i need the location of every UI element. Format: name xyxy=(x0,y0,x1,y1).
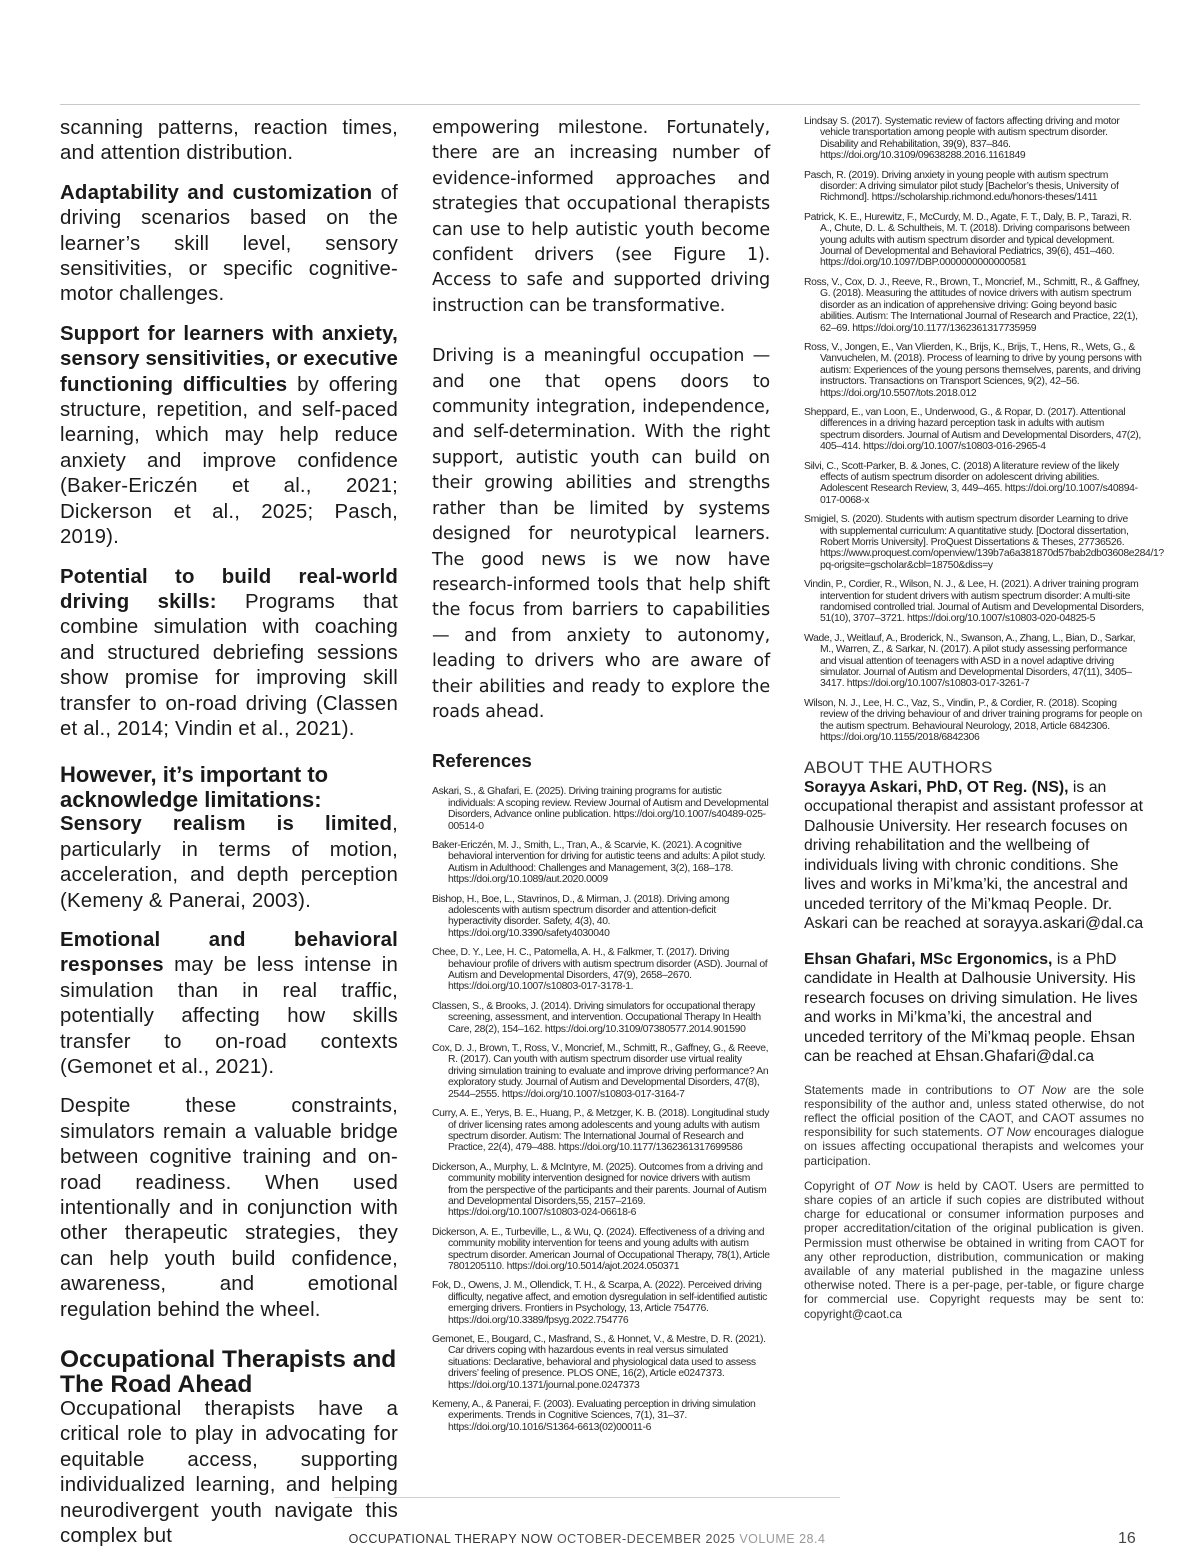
author-name: Ehsan Ghafari, MSc Ergonomics, xyxy=(804,950,1053,968)
reference-item: Ross, V., Cox, D. J., Reeve, R., Brown, T., Moncrief, M., Schmitt, R., & Gaffney, G. (2018). Measuring the attitudes of novice drivers with autism spectrum disorder as an indication of apprehensive driving: Going beyond basic abilities. Autism: The International Journal of Research and Practice, 22(1), 62–69. https://doi.org/10.1177/1362361317735959 xyxy=(804,276,1140,334)
reference-item: Curry, A. E., Yerys, B. E., Huang, P., & Metzger, K. B. (2018). Longitudinal study of driver licensing rates among adolescents and young adults with autism spectrum disorder. Autism: The International Journal of Research and Practice, 22(4), 479–488. https://doi.org/10.1177/1362361317699586 xyxy=(432,1108,770,1154)
reference-item: Silvi, C., Scott-Parker, B. & Jones, C. (2018) A literature review of the likely effects of autism spectrum disorder on adolescent driving abilities. Adolescent Research Review, 3, 449–465. https://doi.org/10.1007/s40894-017-0068-x xyxy=(804,460,1138,506)
copyright-text: Copyright of xyxy=(804,1178,875,1193)
page-number: 16 xyxy=(1118,1530,1136,1547)
author-bio xyxy=(804,950,1144,1067)
column-2 xyxy=(432,116,770,1441)
paragraph xyxy=(60,181,398,308)
author-bio xyxy=(804,778,1144,934)
paragraph-lead: Support for learners with anxiety, sensory sensitivities, or executive functioning difficulties xyxy=(60,322,398,396)
reference-item: Classen, S., & Brooks, J. (2014). Driving simulators for occupational therapy screening, assessment, and intervention. Occupational Therapy In Health Care, 28(2), 154–162. https://doi.org/10.3109/07380577.2014.901590 xyxy=(432,1000,761,1035)
reference-item: Gemonet, E., Bougard, C., Masfrand, S., & Honnet, V., & Mestre, D. R. (2021). Car drivers coping with hazardous events in real versus simulated situations: Declarative, behavioral and physiological data used to assess drivers’ feeling of presence. PLOS ONE, 16(2), Article e0247373. https://doi.org/10.1371/journal.pone.0247373 xyxy=(432,1334,766,1391)
about-authors-heading: ABOUT THE AUTHORS xyxy=(804,757,993,777)
column-3 xyxy=(804,116,1164,1332)
reference-item: Cox, D. J., Brown, T., Ross, V., Moncrief, M., Schmitt, R., Gaffney, G., & Reeve, R. (2017). Can youth with autism spectrum disorder use virtual reality driving simulation training to evaluate and improve driving performance? An exploratory study. Journal of Autism and Developmental Disorders, 47(8), 2544–2555. https://doi.org/10.1007/s10803-017-3164-7 xyxy=(432,1043,769,1100)
reference-item: Wilson, N. J., Lee, H. C., Vaz, S., Vindin, P., & Cordier, R. (2018). Scoping review of the driving behaviour of and driver training programs for people on the autism spectrum. Behavioural Neurology, 2018, Article 6842306. https://doi.org/10.1155/2018/6842306 xyxy=(804,697,1142,744)
paragraph: empowering milestone. Fortunately, there are an increasing number of evidence-informed approaches and strategies that occupational therapists can use to help autistic youth become confident drivers (see Figure 1). Access to safe and supported driving instruction can be transformative. xyxy=(432,118,770,316)
copyright-text: is held by CAOT. Users are permitted to share copies of an article if such copies are distributed without charge for educational or consumer information purposes and proper accreditation/citation of the original publication is given. Permission must otherwise be obtained in writing from CAOT for any other reproduction, distribution, communication or making available of any material published in the magazine unless otherwise noted. There is a per-page, per-table, or figure charge for commercial use. Copyright requests may be sent to: copyright@caot.ca xyxy=(804,1178,1144,1321)
column-1 xyxy=(60,116,398,1564)
reference-item: Wade, J., Weitlauf, A., Broderick, N., Swanson, A., Zhang, L., Bian, D., Sarkar, M., Warren, Z., & Sarkar, N. (2017). A pilot study assessing performance and visual attention of teenagers with ASD in a novel adaptive driving simulator. Journal of Autism and Developmental Disorders, 47(11), 3405–3417. https://doi.org/10.1007/s10803-017-3261-7 xyxy=(804,632,1136,690)
reference-item: Fok, D., Owens, J. M., Ollendick, T. H., & Scarpa, A. (2022). Perceived driving difficulty, negative affect, and emotion dysregulation in self-identified autistic emerging drivers. Frontiers in Psychology, 13, Article 754776. https://doi.org/10.3389/fpsyg.2022.754776 xyxy=(432,1280,768,1326)
paragraph-lead: Adaptability and customization xyxy=(60,181,373,204)
section-heading-road-ahead: Occupational Therapists and The Road Ahead xyxy=(60,1346,397,1399)
paragraph-text: by offering structure, repetition, and self-paced learning, which may help reduce anxiety and improve confidence (Baker-Ericzén et al., 2021; Dickerson et al., 2025; Pasch, 2019). xyxy=(60,373,398,549)
disclaimer-text: Statements made in contributions to xyxy=(804,1082,1018,1097)
copyright-notice xyxy=(804,1179,1144,1321)
section-heading-limitations: However, it’s important to acknowledge limitations: xyxy=(60,762,329,813)
reference-item: Dickerson, A. E., Turbeville, L., & Wu, Q. (2024). Effectiveness of a driving and community mobility intervention for teens and young adults with autism spectrum disorder. American Journal of Occupational Therapy, 78(1), Article 7801205110. https://doi.org/10.5014/ajot.2024.050371 xyxy=(432,1226,770,1272)
paragraph: Driving is a meaningful occupation — and one that opens doors to community integration, independence, and self-determination. With the right support, autistic youth can build on their growing abilities and strengths rather than be limited by systems designed for neurotypical learners. The good news is we now have research-informed tools that help shift the focus from barriers to capabilities — and from anxiety to autonomy, leading to drivers who are aware of their abilities and ready to explore the roads ahead. xyxy=(432,346,770,722)
magazine-name: OT Now xyxy=(1017,1082,1066,1097)
author-name: Sorayya Askari, PhD, OT Reg. (NS), xyxy=(804,778,1069,796)
paragraph: Occupational therapists have a critical role to play in advocating for equitable access, supporting individualized learning, and helping neurodivergent youth navigate this complex but xyxy=(60,1398,398,1548)
paragraph-lead: Sensory realism is limited xyxy=(60,813,393,836)
author-bio-text: is an occupational therapist and assistant professor at Dalhousie University. Her research focuses on driving rehabilitation and the wellbeing of individuals living with chronic conditions. She lives and works in Mi’kma’ki, the ancestral and unceded territory of the Mi’kmaq People. Dr. Askari can be reached at sorayya.askari@dal.ca xyxy=(804,778,1144,932)
paragraph: scanning patterns, reaction times, and attention distribution. xyxy=(60,117,398,165)
reference-item: Askari, S., & Ghafari, E. (2025). Driving training programs for autistic individuals: A scoping review. Review Journal of Autism and Developmental Disorders, Advance online publication. https://doi.org/10.1007/s40489-025-00514-0 xyxy=(432,786,769,832)
disclaimer-text: encourages dialogue on issues affecting occupational therapists and welcomes your participation. xyxy=(804,1125,1144,1168)
paragraph-text: , particularly in terms of motion, acceleration, and depth perception (Kemeny & Panerai, 2003). xyxy=(60,813,398,912)
paragraph-lead: Potential to build real-world driving skills: xyxy=(60,565,398,613)
reference-item: Patrick, K. E., Hurewitz, F., McCurdy, M. D., Agate, F. T., Daly, B. P., Tarazi, R. A., Chute, D. L. & Schultheis, M. T. (2018). Driving comparisons between young adults with autism spectrum disorder and typical development. Journal of Developmental and Behavioral Pediatrics, 39(6), 451–460. https://doi.org/10.1097/DBP.0000000000000581 xyxy=(804,211,1132,269)
reference-item: Lindsay S. (2017). Systematic review of factors affecting driving and motor vehicle transportation among people with autism spectrum disorder. Disability and Rehabilitation, 39(9), 837–846. https://doi.org/10.3109/09638288.2016.1161849 xyxy=(804,116,1120,162)
footer-rule xyxy=(334,1497,840,1498)
paragraph-text: Programs that combine simulation with coaching and structured debriefing sessions show promise for improving skill transfer to on-road driving (Classen et al., 2014; Vindin et al., 2021). xyxy=(60,590,398,740)
disclaimer xyxy=(804,1083,1144,1168)
reference-item: Vindin, P., Cordier, R., Wilson, N. J., & Lee, H. (2021). A driver training program intervention for student drivers with autism spectrum disorder: A multi-site randomised controlled trial. Journal of Autism and Developmental Disorders, 51(10), 3707–3721. https://doi.org/10.1007/s10803-020-04825-5 xyxy=(804,579,1144,625)
references-heading: References xyxy=(432,750,532,772)
paragraph xyxy=(60,565,398,743)
reference-item: Ross, V., Jongen, E., Van Vlierden, K., Brijs, K., Brijs, T., Hens, R., Wets, G., & Vanvuchelen, M. (2018). Process of learning to drive by young persons with autism: Experiences of the young persons themselves, parents, and driving instructors. Transactions on Transport Sciences, 9(2), 42–56. https://doi.org/10.5507/tots.2018.012 xyxy=(804,341,1142,399)
paragraph xyxy=(60,322,398,551)
paragraph: Despite these constraints, simulators remain a valuable bridge between cognitive training and on-road readiness. When used intentionally and in conjunction with other therapeutic strategies, they can help youth build confidence, awareness, and emotional regulation behind the wheel. xyxy=(60,1095,398,1321)
paragraph xyxy=(60,812,398,914)
magazine-name: OT Now xyxy=(874,1178,920,1193)
reference-item: Sheppard, E., van Loon, E., Underwood, G., & Ropar, D. (2017). Attentional differences in a driving hazard perception task in adults with autism spectrum disorders. Journal of Autism and Developmental Disorders, 47(2), 405–414. https://doi.org/10.1007/s10803-016-2965-4 xyxy=(804,406,1141,453)
footer-magazine: OCCUPATIONAL THERAPY NOW xyxy=(348,1532,553,1546)
paragraph-text: may be less intense in simulation than in real traffic, potentially affecting how skills transfer to on-road contexts (Gemonet et al., 2021). xyxy=(60,954,398,1078)
paragraph-text: of driving scenarios based on the learner’s skill level, sensory sensitivities, or specific cognitive-motor challenges. xyxy=(60,181,398,306)
reference-item: Kemeny, A., & Panerai, F. (2003). Evaluating perception in driving simulation experiments. Trends in Cognitive Sciences, 7(1), 31–37. https://doi.org/10.1016/S1364-6613(02)00011-6 xyxy=(432,1399,756,1433)
paragraph xyxy=(60,928,398,1080)
reference-item: Bishop, H., Boe, L., Stavrinos, D., & Mirman, J. (2018). Driving among adolescents with autism spectrum disorder and attention-deficit hyperactivity disorder. Safety, 4(3), 40. https://doi.org/10.3390/safety4030040 xyxy=(432,893,730,939)
reference-item: Smigiel, S. (2020). Students with autism spectrum disorder Learning to drive with supplemental curriculum: A quantitative study. [Doctoral dissertation, Robert Morris University]. ProQuest Dissertations & Theses, 27736526. https://www.proquest.com/openview/139b7a6a381870d57bab2db03608e284/1?pq-origsite=gscholar&cbl=18750&diss=y xyxy=(804,514,1164,571)
footer xyxy=(334,1532,840,1546)
reference-item: Baker-Ericzén, M. J., Smith, L., Tran, A., & Scarvie, K. (2021). A cognitive behavioral intervention for driving for autistic teens and adults: A pilot study. Autism in Adulthood: Challenges and Management, 3(2), 168–178. https://doi.org/10.1089/aut.2020.0009 xyxy=(432,839,766,886)
disclaimer-text: are the sole responsibility of the author and, unless stated otherwise, do not reflect the official position of the CAOT, and CAOT assumes no responsibility for such statements. xyxy=(804,1082,1144,1140)
reference-list-continued xyxy=(804,116,1164,744)
top-rule xyxy=(60,104,1140,105)
author-bio-text: is a PhD candidate in Health at Dalhousie University. His research focuses on driving simulation. He lives and works in Mi’kma’ki, the ancestral and unceded territory of the Mi’kmaq people. Ehsan can be reached at Ehsan.Ghafari@dal.ca xyxy=(804,950,1138,1065)
reference-item: Dickerson, A., Murphy, L. & McIntyre, M. (2025). Outcomes from a driving and community mobility intervention designed for novice drivers with autism from the perspective of the participants and their parents. Journal of Autism and Developmental Disorders,55, 2157–2169. https://doi.org/10.1007/s10803-024-06618-6 xyxy=(432,1161,767,1219)
reference-list xyxy=(432,786,770,1433)
footer-volume: VOLUME 28.4 xyxy=(739,1532,826,1546)
paragraph-lead: Emotional and behavioral responses xyxy=(60,928,398,977)
magazine-name: OT Now xyxy=(986,1125,1031,1140)
footer-issue: OCTOBER-DECEMBER 2025 xyxy=(556,1532,736,1546)
reference-item: Pasch, R. (2019). Driving anxiety in young people with autism spectrum disorder: A driving simulator pilot study [Bachelor’s thesis, University of Richmond]. https://scholarship.richmond.edu/honors-theses/1411 xyxy=(804,169,1119,204)
reference-item: Chee, D. Y., Lee, H. C., Patomella, A. H., & Falkmer, T. (2017). Driving behaviour profile of drivers with autism spectrum disorder (ASD). Journal of Autism and Developmental Disorders, 47(9), 2658–2670. https://doi.org/10.1007/s10803-017-3178-1. xyxy=(432,947,768,993)
